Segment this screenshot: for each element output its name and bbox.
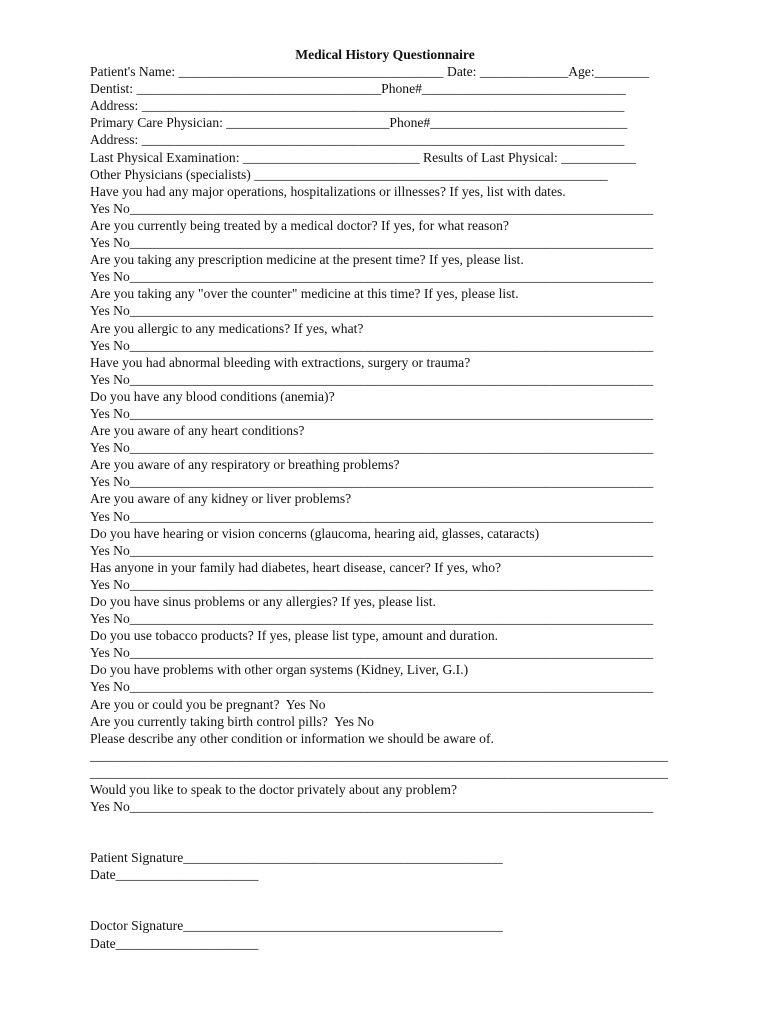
patient-date-field[interactable]: Date_____________________ — [90, 867, 259, 883]
question-text: Do you have problems with other organ systems (Kidney, Liver, G.I.) — [90, 662, 469, 678]
patient-name-field[interactable]: Patient's Name: _______________________________________ Date: _____________Age:________ — [90, 64, 649, 80]
question-text: Do you have sinus problems or any allergies? If yes, please list. — [90, 594, 436, 609]
address-field-2[interactable]: Address: _______________________________________________________________________ — [90, 132, 625, 148]
question-text: Are you aware of any kidney or liver problems? — [90, 491, 352, 507]
spacer — [90, 883, 690, 917]
address-field[interactable]: Address: _______________________________________________________________________ — [90, 98, 625, 114]
question-text: Have you had abnormal bleeding with extractions, surgery or trauma? — [90, 354, 471, 370]
answer-line[interactable]: Yes No_____________________________________________________________________________ — [90, 269, 654, 285]
other-physicians-field[interactable]: Other Physicians (specialists) ____________________________________________________ — [90, 166, 608, 182]
patient-signature-field[interactable]: Patient Signature_______________________________________________ — [90, 850, 503, 866]
answer-line[interactable]: Yes No_____________________________________________________________________________ — [90, 337, 654, 353]
describe-prompt: Please describe any other condition or information we should be aware of. — [90, 730, 494, 746]
primary-care-field[interactable]: Primary Care Physician: ________________________Phone#_____________________________ — [90, 115, 628, 131]
question-text: Are you aware of any respiratory or breathing problems? — [90, 457, 400, 473]
answer-line[interactable]: Yes No_____________________________________________________________________________ — [90, 440, 654, 456]
question-text: Do you use tobacco products? If yes, please list type, amount and duration. — [90, 628, 499, 644]
answer-line[interactable]: Yes No_____________________________________________________________________________ — [90, 576, 654, 592]
dentist-field[interactable]: Dentist: ____________________________________Phone#______________________________ — [90, 81, 626, 97]
question-text: Have you had any major operations, hospitalizations or illnesses? If yes, list with dates. — [90, 183, 566, 199]
birth-control-question[interactable]: Are you currently taking birth control pills? Yes No — [90, 713, 374, 729]
pregnant-question[interactable]: Are you or could you be pregnant? Yes No — [90, 696, 326, 712]
describe-line[interactable]: _____________________________________________________________________________________ — [90, 747, 668, 763]
question-text: Are you currently being treated by a medical doctor? If yes, for what reason? — [90, 217, 509, 233]
answer-line[interactable]: Yes No_____________________________________________________________________________ — [90, 508, 654, 524]
answer-line[interactable]: Yes No_____________________________________________________________________________ — [90, 200, 654, 216]
spacer — [90, 815, 690, 849]
doctor-date-field[interactable]: Date_____________________ — [90, 935, 259, 951]
answer-line[interactable]: Yes No_____________________________________________________________________________ — [90, 679, 654, 695]
answer-line[interactable]: Yes No_____________________________________________________________________________ — [90, 645, 654, 661]
answer-line[interactable]: Yes No_____________________________________________________________________________ — [90, 235, 654, 251]
doctor-signature-field[interactable]: Doctor Signature_______________________________________________ — [90, 918, 503, 934]
question-text: Has anyone in your family had diabetes, heart disease, cancer? If yes, who? — [90, 559, 502, 575]
speak-answer-line[interactable]: Yes No_____________________________________________________________________________ — [90, 799, 654, 815]
question-text: Are you allergic to any medications? If yes, what? — [90, 320, 364, 336]
question-text: Are you taking any "over the counter" medicine at this time? If yes, please list. — [90, 286, 519, 302]
answer-line[interactable]: Yes No_____________________________________________________________________________ — [90, 474, 654, 490]
answer-line[interactable]: Yes No_____________________________________________________________________________ — [90, 405, 654, 421]
question-text: Do you have hearing or vision concerns (glaucoma, hearing aid, glasses, cataracts) — [90, 525, 540, 541]
question-text: Do you have any blood conditions (anemia)? — [90, 388, 335, 404]
answer-line[interactable]: Yes No_____________________________________________________________________________ — [90, 371, 654, 387]
page-title: Medical History Questionnaire — [295, 47, 475, 62]
answer-line[interactable]: Yes No_____________________________________________________________________________ — [90, 542, 654, 558]
describe-line[interactable]: _____________________________________________________________________________________ — [90, 764, 668, 780]
speak-question: Would you like to speak to the doctor privately about any problem? — [90, 782, 457, 798]
answer-line[interactable]: Yes No_____________________________________________________________________________ — [90, 303, 654, 319]
question-text: Are you taking any prescription medicine at the present time? If yes, please list. — [90, 252, 524, 268]
questionnaire-page — [90, 46, 690, 952]
last-physical-field[interactable]: Last Physical Examination: __________________________ Results of Last Physical: ___________ — [90, 149, 636, 165]
question-text: Are you aware of any heart conditions? — [90, 423, 305, 439]
answer-line[interactable]: Yes No_____________________________________________________________________________ — [90, 611, 654, 627]
